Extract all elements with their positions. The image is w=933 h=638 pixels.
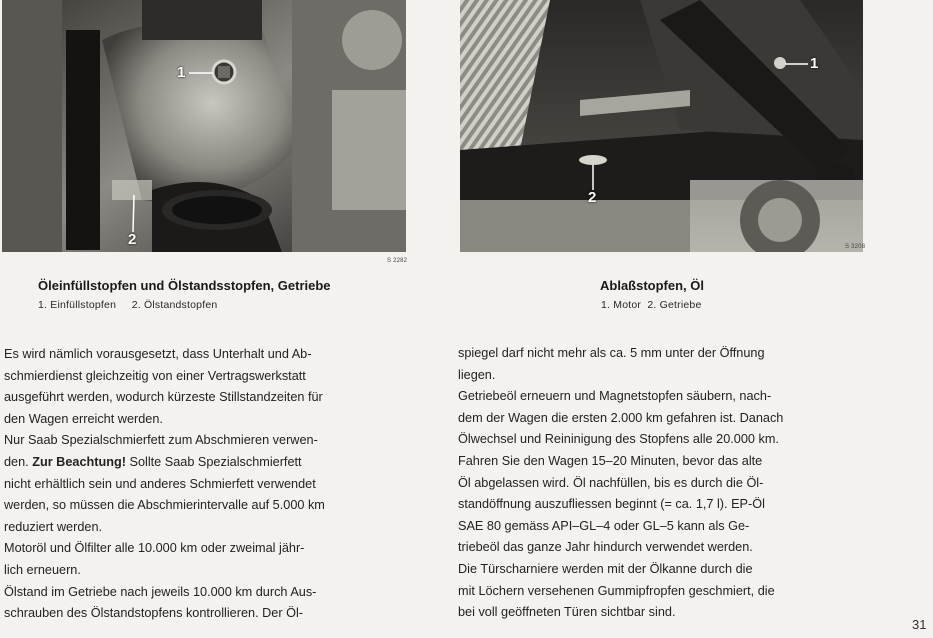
text-line: Ölwechsel und Reininigung des Stopfens alle 20.000 km. [458, 432, 779, 447]
text-line: nicht erhältlich sein und anderes Schmierfett verwendet [4, 476, 316, 491]
text-line: Es wird nämlich vorausgesetzt, dass Unterhalt und Ab- [4, 347, 312, 361]
callout-1: 1 [810, 55, 819, 72]
text-line: Getriebeöl erneuern und Magnetstopfen säubern, nach- [458, 389, 772, 404]
body-column-right [458, 343, 870, 624]
photo-ref-right: S 3208 [845, 244, 866, 250]
text-line: Fahren Sie den Wagen 15–20 Minuten, bevor das alte [458, 453, 763, 468]
text-line: mit Löchern versehenen Gummipfropfen geschmiert, die [458, 583, 775, 598]
text-line: schrauben des Ölstandstopfens kontrollieren. Der Öl- [4, 606, 304, 621]
text-line: den. Zur Beachtung! Sollte Saab Spezialschmierfett [4, 454, 302, 469]
text-line: dem der Wagen die ersten 2.000 km gefahren ist. Danach [458, 410, 784, 425]
callout-2: 2 [128, 231, 137, 248]
text-line: Öl abgelassen wird. Öl nachfüllen, bis es durch die Öl- [458, 475, 764, 490]
text-line: werden, so müssen die Abschmierintervalle auf 5.000 km [4, 498, 325, 513]
text-line: standöffnung auszufliessen beginnt (= ca. 1,7 l). EP-Öl [458, 497, 765, 512]
text-line: triebeöl das ganze Jahr hindurch verwendet werden. [458, 540, 753, 555]
text-line: ausgeführt werden, wodurch kürzeste Stillstandzeiten für [4, 390, 323, 405]
callout-1: 1 [177, 64, 186, 81]
text-line: den Wagen erreicht werden. [4, 411, 163, 426]
text-line: Motoröl und Ölfilter alle 10.000 km oder zweimal jähr- [4, 541, 305, 556]
caption-sub-left: 1. Einfüllstopfen 2. Ölstandstopfen [38, 299, 218, 311]
caption-title-right: Ablaßstopfen, Öl [600, 278, 704, 293]
text-line: lich erneuern. [4, 562, 81, 577]
body-column-left [4, 344, 416, 625]
text-line: reduziert werden. [4, 519, 103, 534]
caption-sub-right: 1. Motor 2. Getriebe [601, 299, 702, 311]
text-line: Die Türscharniere werden mit der Ölkanne durch die [458, 561, 753, 576]
underbody-photo [460, 0, 866, 252]
text-line: Nur Saab Spezialschmierfett zum Abschmieren verwen- [4, 433, 318, 448]
caption-title-left: Öleinfüllstopfen und Ölstandsstopfen, Getriebe [38, 278, 331, 293]
text-line: bei voll geöffneten Türen sichtbar sind. [458, 605, 676, 620]
text-line: Ölstand im Getriebe nach jeweils 10.000 km durch Aus- [4, 584, 317, 599]
text-line: schmierdienst gleichzeitig von einer Vertragswerkstatt [4, 368, 306, 383]
page-number: 31 [912, 617, 927, 632]
text-line: liegen. [458, 367, 496, 382]
text-line: SAE 80 gemäss API–GL–4 oder GL–5 kann als Ge- [458, 518, 750, 533]
photo-ref-left: S 2282 [387, 258, 408, 264]
callout-2: 2 [588, 189, 597, 206]
text-line: spiegel darf nicht mehr als ca. 5 mm unter der Öffnung [458, 346, 765, 360]
gearbox-photo [2, 0, 406, 252]
